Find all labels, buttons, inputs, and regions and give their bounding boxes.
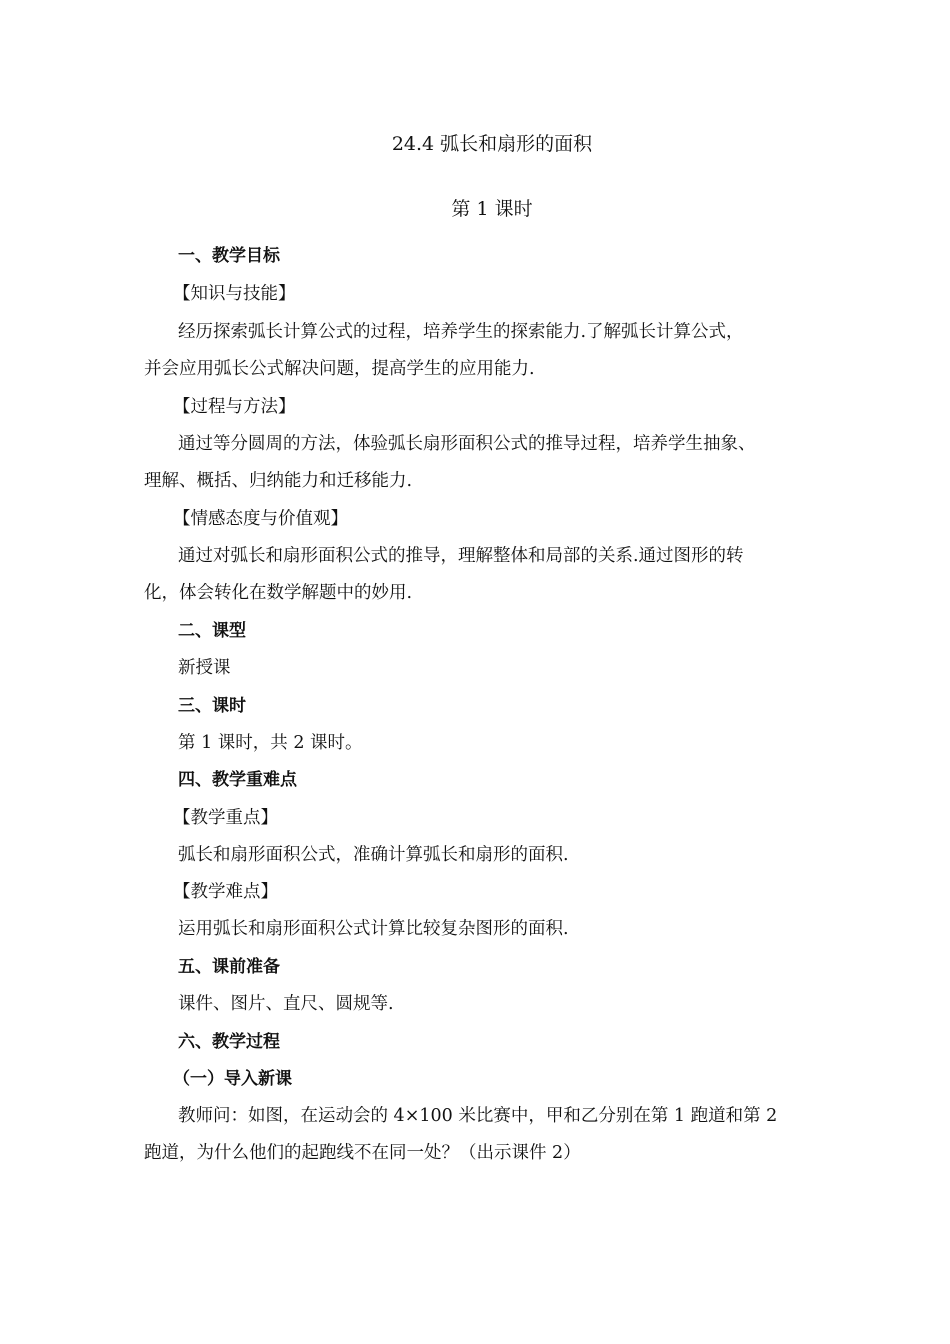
- paragraph-line: 经历探索弧长计算公式的过程，培养学生的探索能力.了解弧长计算公式，: [178, 322, 744, 342]
- paragraph-line: 理解、概括、归纳能力和迁移能力.: [144, 471, 413, 491]
- paragraph-line: 并会应用弧长公式解决问题，提高学生的应用能力.: [144, 359, 535, 379]
- section-heading-preparation: 五、课前准备: [178, 957, 280, 977]
- label-knowledge-skills: 【知识与技能】: [173, 284, 296, 304]
- label-process-methods: 【过程与方法】: [173, 397, 296, 417]
- paragraph-line: 通过对弧长和扇形面积公式的推导，理解整体和局部的关系.通过图形的转: [178, 546, 744, 566]
- paragraph-line: 运用弧长和扇形面积公式计算比较复杂图形的面积.: [178, 919, 569, 939]
- paragraph-line: 课件、图片、直尺、圆规等.: [178, 994, 394, 1014]
- subsection-heading-intro: （一）导入新课: [173, 1069, 292, 1089]
- section-heading-teaching-process: 六、教学过程: [178, 1032, 280, 1052]
- paragraph-line: 弧长和扇形面积公式，准确计算弧长和扇形的面积.: [178, 845, 569, 865]
- paragraph-line: 化，体会转化在数学解题中的妙用.: [144, 583, 413, 603]
- section-heading-lesson-type: 二、课型: [178, 621, 246, 641]
- paragraph-line: 跑道，为什么他们的起跑线不在同一处？（出示课件 2）: [144, 1143, 581, 1163]
- label-teaching-key: 【教学重点】: [173, 808, 278, 828]
- document-title: 24.4 弧长和扇形的面积: [391, 133, 593, 155]
- section-heading-periods: 三、课时: [178, 696, 246, 716]
- paragraph-line: 第 1 课时，共 2 课时。: [178, 733, 363, 753]
- document-subtitle: 第 1 课时: [451, 198, 533, 220]
- paragraph-line: 教师问：如图，在运动会的 4×100 米比赛中，甲和乙分别在第 1 跑道和第 2: [178, 1106, 778, 1126]
- section-heading-objectives: 一、教学目标: [178, 246, 280, 266]
- section-heading-key-points: 四、教学重难点: [178, 770, 297, 790]
- paragraph-line: 新授课: [178, 658, 231, 678]
- paragraph-line: 通过等分圆周的方法，体验弧长扇形面积公式的推导过程，培养学生抽象、: [178, 434, 756, 454]
- label-emotion-values: 【情感态度与价值观】: [173, 509, 348, 529]
- label-teaching-difficulty: 【教学难点】: [173, 882, 278, 902]
